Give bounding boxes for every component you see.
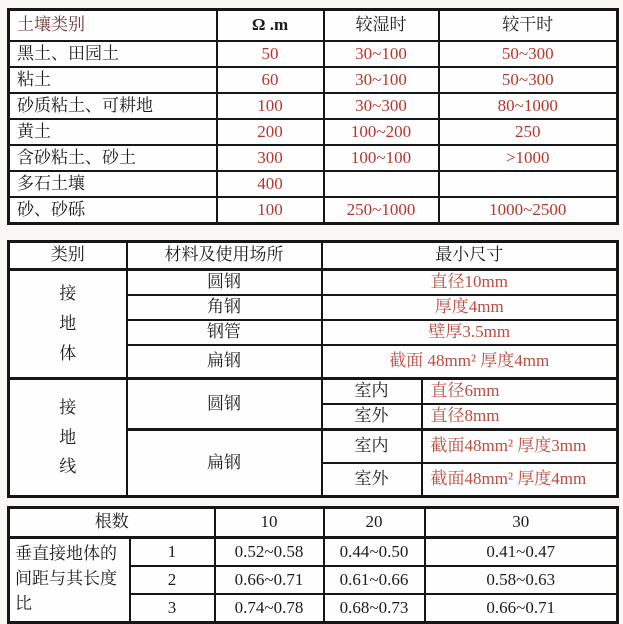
ratio-index-cell: 3 (130, 594, 215, 623)
header-count-10: 10 (215, 508, 324, 538)
table-row (9, 171, 618, 197)
ohm-value-cell: 60 (217, 67, 324, 93)
wet-value-cell: 30~300 (324, 93, 439, 119)
material-cell: 扁钢 (127, 345, 322, 379)
row-label-spacing-ratio: 垂直接地体的间距与其长度比 (9, 538, 130, 623)
dry-value-cell: 50~300 (439, 67, 618, 93)
place-cell: 室外 (322, 463, 422, 497)
place-cell: 室内 (322, 430, 422, 464)
wet-value-cell: 30~100 (324, 41, 439, 67)
min-size-cell: 壁厚3.5mm (322, 320, 618, 345)
ohm-value-cell: 300 (217, 145, 324, 171)
ohm-value-cell: 100 (217, 93, 324, 119)
ohm-value-cell: 400 (217, 171, 324, 197)
place-cell: 室外 (322, 404, 422, 430)
header-soil-type: 土壤类别 (9, 10, 217, 42)
ratio-value-cell: 0.52~0.58 (215, 538, 324, 567)
dry-value-cell: 250 (439, 119, 618, 145)
dry-value-cell: 50~300 (439, 41, 618, 67)
ratio-value-cell: 0.61~0.66 (324, 566, 425, 594)
header-rod-count: 根数 (9, 508, 215, 538)
table-header-row (9, 242, 618, 270)
ohm-value-cell: 200 (217, 119, 324, 145)
ratio-value-cell: 0.74~0.78 (215, 594, 324, 623)
soil-name-cell: 粘土 (9, 67, 217, 93)
min-size-cell: 厚度4mm (322, 295, 618, 320)
rod-spacing-ratio-table (7, 506, 619, 624)
ohm-value-cell: 50 (217, 41, 324, 67)
dry-value-cell (439, 171, 618, 197)
ratio-value-cell: 0.41~0.47 (425, 538, 618, 567)
min-size-cell: 直径8mm (422, 404, 618, 430)
soil-name-cell: 砂质粘土、可耕地 (9, 93, 217, 119)
header-dry: 较干时 (439, 10, 618, 42)
header-wet: 较湿时 (324, 10, 439, 42)
dry-value-cell: 80~1000 (439, 93, 618, 119)
header-count-30: 30 (425, 508, 618, 538)
ratio-index-cell: 1 (130, 538, 215, 567)
soil-resistivity-table (7, 8, 619, 225)
material-cell: 圆钢 (127, 270, 322, 296)
table-row (9, 67, 618, 93)
wet-value-cell: 100~100 (324, 145, 439, 171)
header-count-20: 20 (324, 508, 425, 538)
ratio-value-cell: 0.66~0.71 (215, 566, 324, 594)
category-grounding-body-cell (9, 270, 127, 379)
category-grounding-wire-label: 接地线 (59, 397, 77, 477)
table-row (9, 379, 618, 405)
table-header-row (9, 10, 618, 42)
min-size-cell: 直径10mm (322, 270, 618, 296)
wet-value-cell: 100~200 (324, 119, 439, 145)
place-cell: 室内 (322, 379, 422, 405)
table-header-row (9, 508, 618, 538)
header-material-usage: 材料及使用场所 (127, 242, 322, 270)
ratio-index-cell: 2 (130, 566, 215, 594)
material-cell: 扁钢 (127, 430, 322, 497)
wet-value-cell: 250~1000 (324, 197, 439, 224)
header-category: 类别 (9, 242, 127, 270)
min-size-cell: 截面48mm² 厚度4mm (422, 463, 618, 497)
ratio-value-cell: 0.44~0.50 (324, 538, 425, 567)
material-cell: 角钢 (127, 295, 322, 320)
min-size-cell: 截面48mm² 厚度3mm (422, 430, 618, 464)
ohm-value-cell: 100 (217, 197, 324, 224)
header-ohm-meter: Ω .m (217, 10, 324, 42)
soil-name-cell: 黄土 (9, 119, 217, 145)
table-row (9, 270, 618, 296)
table-row (9, 145, 618, 171)
category-grounding-wire-cell (9, 379, 127, 497)
table-row (9, 41, 618, 67)
soil-name-cell: 多石土壤 (9, 171, 217, 197)
ratio-value-cell: 0.58~0.63 (425, 566, 618, 594)
material-cell: 钢管 (127, 320, 322, 345)
table-row (9, 93, 618, 119)
soil-name-cell: 含砂粘土、砂土 (9, 145, 217, 171)
table-row (9, 119, 618, 145)
min-size-cell: 直径6mm (422, 379, 618, 405)
dry-value-cell: 1000~2500 (439, 197, 618, 224)
soil-name-cell: 砂、砂砾 (9, 197, 217, 224)
min-size-cell: 截面 48mm² 厚度4mm (322, 345, 618, 379)
soil-name-cell: 黑土、田园土 (9, 41, 217, 67)
wet-value-cell (324, 171, 439, 197)
grounding-material-table (7, 240, 619, 498)
table-row (9, 538, 618, 567)
material-cell: 圆钢 (127, 379, 322, 430)
header-min-size: 最小尺寸 (322, 242, 618, 270)
ratio-value-cell: 0.68~0.73 (324, 594, 425, 623)
wet-value-cell: 30~100 (324, 67, 439, 93)
category-grounding-body-label: 接地体 (59, 284, 77, 363)
dry-value-cell: >1000 (439, 145, 618, 171)
ratio-value-cell: 0.66~0.71 (425, 594, 618, 623)
table-row (9, 197, 618, 224)
